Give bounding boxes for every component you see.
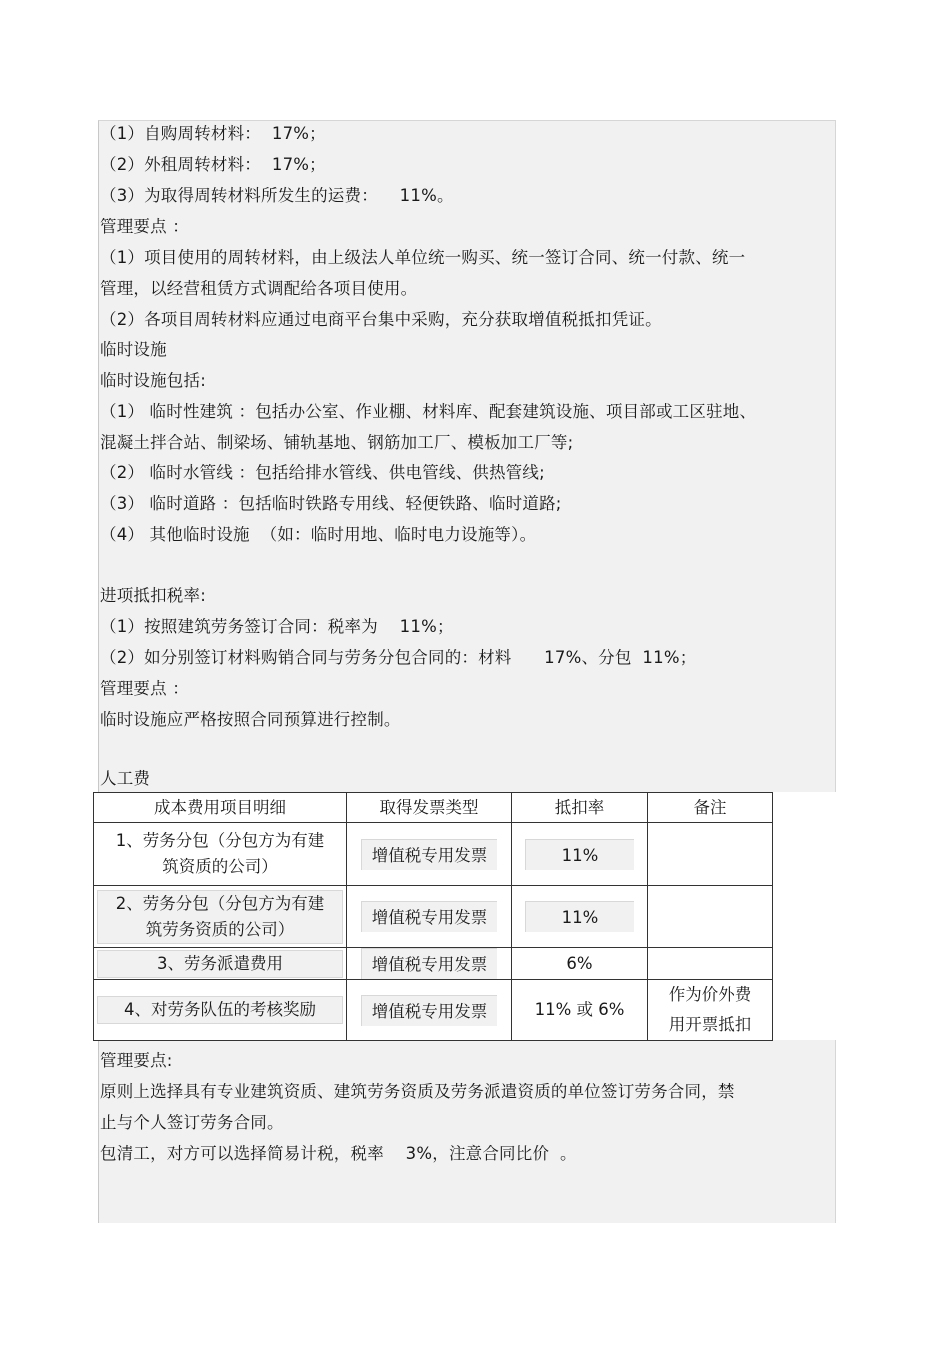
- text-line: （2）各项目周转材料应通过电商平台集中采购，充分获取增值税抵扣凭证。: [100, 310, 662, 329]
- rate-cell: [512, 886, 648, 948]
- rate-cell: [512, 823, 648, 886]
- text-line: （1）自购周转材料： 17%；: [100, 124, 326, 143]
- invoice-text: 增值税专用发票: [361, 948, 498, 979]
- text-line: （2）外租周转材料： 17%；: [100, 155, 326, 174]
- column-header: 抵扣率: [512, 793, 648, 823]
- text-line: （2） 临时水管线 ：包括给排水管线、供电管线、供热管线;: [100, 463, 545, 482]
- section-heading: 人工费: [100, 769, 151, 788]
- item-text: 3、劳务派遣费用: [97, 950, 343, 978]
- table-row: [94, 886, 773, 948]
- text-line: （1） 临时性建筑 ：包括办公室、作业棚、材料库、配套建筑设施、项目部或工区驻地、: [100, 402, 757, 421]
- invoice-text: 增值税专用发票: [361, 995, 498, 1026]
- item-cell: [94, 823, 347, 886]
- text-line: （4） 其他临时设施 （如：临时用地、临时电力设施等）。: [100, 525, 537, 544]
- text-line: 原则上选择具有专业建筑资质、建筑劳务资质及劳务派遣资质的单位签订劳务合同，禁: [100, 1082, 735, 1101]
- text-line: 临时设施应严格按照合同预算进行控制。: [100, 710, 401, 729]
- text-line: （1）按照建筑劳务签订合同：税率为 11%；: [100, 617, 454, 636]
- labor-cost-table: [93, 792, 773, 1041]
- text-line: 管理要点:: [100, 1051, 173, 1070]
- column-header: 成本费用项目明细: [94, 793, 347, 823]
- text-line: 进项抵扣税率:: [100, 586, 206, 605]
- text-line: 止与个人签订劳务合同。: [100, 1113, 284, 1132]
- table-row: [94, 980, 773, 1041]
- text-line: 包清工，对方可以选择简易计税，税率 3%，注意合同比价 。: [100, 1144, 577, 1163]
- rate-cell: 6%: [512, 948, 648, 980]
- note-cell: [648, 886, 773, 948]
- table-row: [94, 823, 773, 886]
- item-cell: [94, 886, 347, 948]
- text-line: 管理要点 ：: [100, 679, 189, 698]
- invoice-cell: [347, 980, 512, 1041]
- invoice-cell: [347, 823, 512, 886]
- item-cell: [94, 980, 347, 1041]
- item-text: 4、对劳务队伍的考核奖励: [97, 996, 343, 1024]
- item-text: 1、劳务分包（分包方为有建 筑资质的公司）: [97, 828, 343, 880]
- table-row: [94, 948, 773, 980]
- text-line: （3）为取得周转材料所发生的运费： 11%。: [100, 186, 454, 205]
- column-header: 取得发票类型: [347, 793, 512, 823]
- invoice-cell: [347, 886, 512, 948]
- invoice-text: 增值税专用发票: [361, 839, 498, 870]
- rate-cell: 11% 或 6%: [512, 980, 648, 1041]
- item-text: 2、劳务分包（分包方为有建 筑劳务资质的公司）: [97, 890, 343, 944]
- text-line: （2）如分别签订材料购销合同与劳务分包合同的：材料 17%、分包 11%；: [100, 648, 697, 667]
- note-cell: [648, 948, 773, 980]
- note-cell: 作为价外费 用开票抵扣: [648, 980, 773, 1041]
- text-line: 管理，以经营租赁方式调配给各项目使用。: [100, 279, 418, 298]
- text-line: 管理要点 ：: [100, 217, 189, 236]
- top-section-background: [98, 120, 836, 792]
- section-heading: 临时设施: [100, 340, 167, 359]
- text-line: （1）项目使用的周转材料，由上级法人单位统一购买、统一签订合同、统一付款、统一: [100, 248, 746, 267]
- invoice-text: 增值税专用发票: [361, 901, 498, 932]
- note-cell: [648, 823, 773, 886]
- item-cell: [94, 948, 347, 980]
- rate-text: 11%: [525, 901, 635, 932]
- text-line: 混凝土拌合站、制梁场、铺轨基地、钢筋加工厂、模板加工厂等;: [100, 433, 574, 452]
- text-line: 临时设施包括:: [100, 371, 206, 390]
- table-header-row: [94, 793, 773, 823]
- invoice-cell: [347, 948, 512, 980]
- column-header: 备注: [648, 793, 773, 823]
- rate-text: 11%: [525, 839, 635, 870]
- text-line: （3） 临时道路 ：包括临时铁路专用线、轻便铁路、临时道路;: [100, 494, 562, 513]
